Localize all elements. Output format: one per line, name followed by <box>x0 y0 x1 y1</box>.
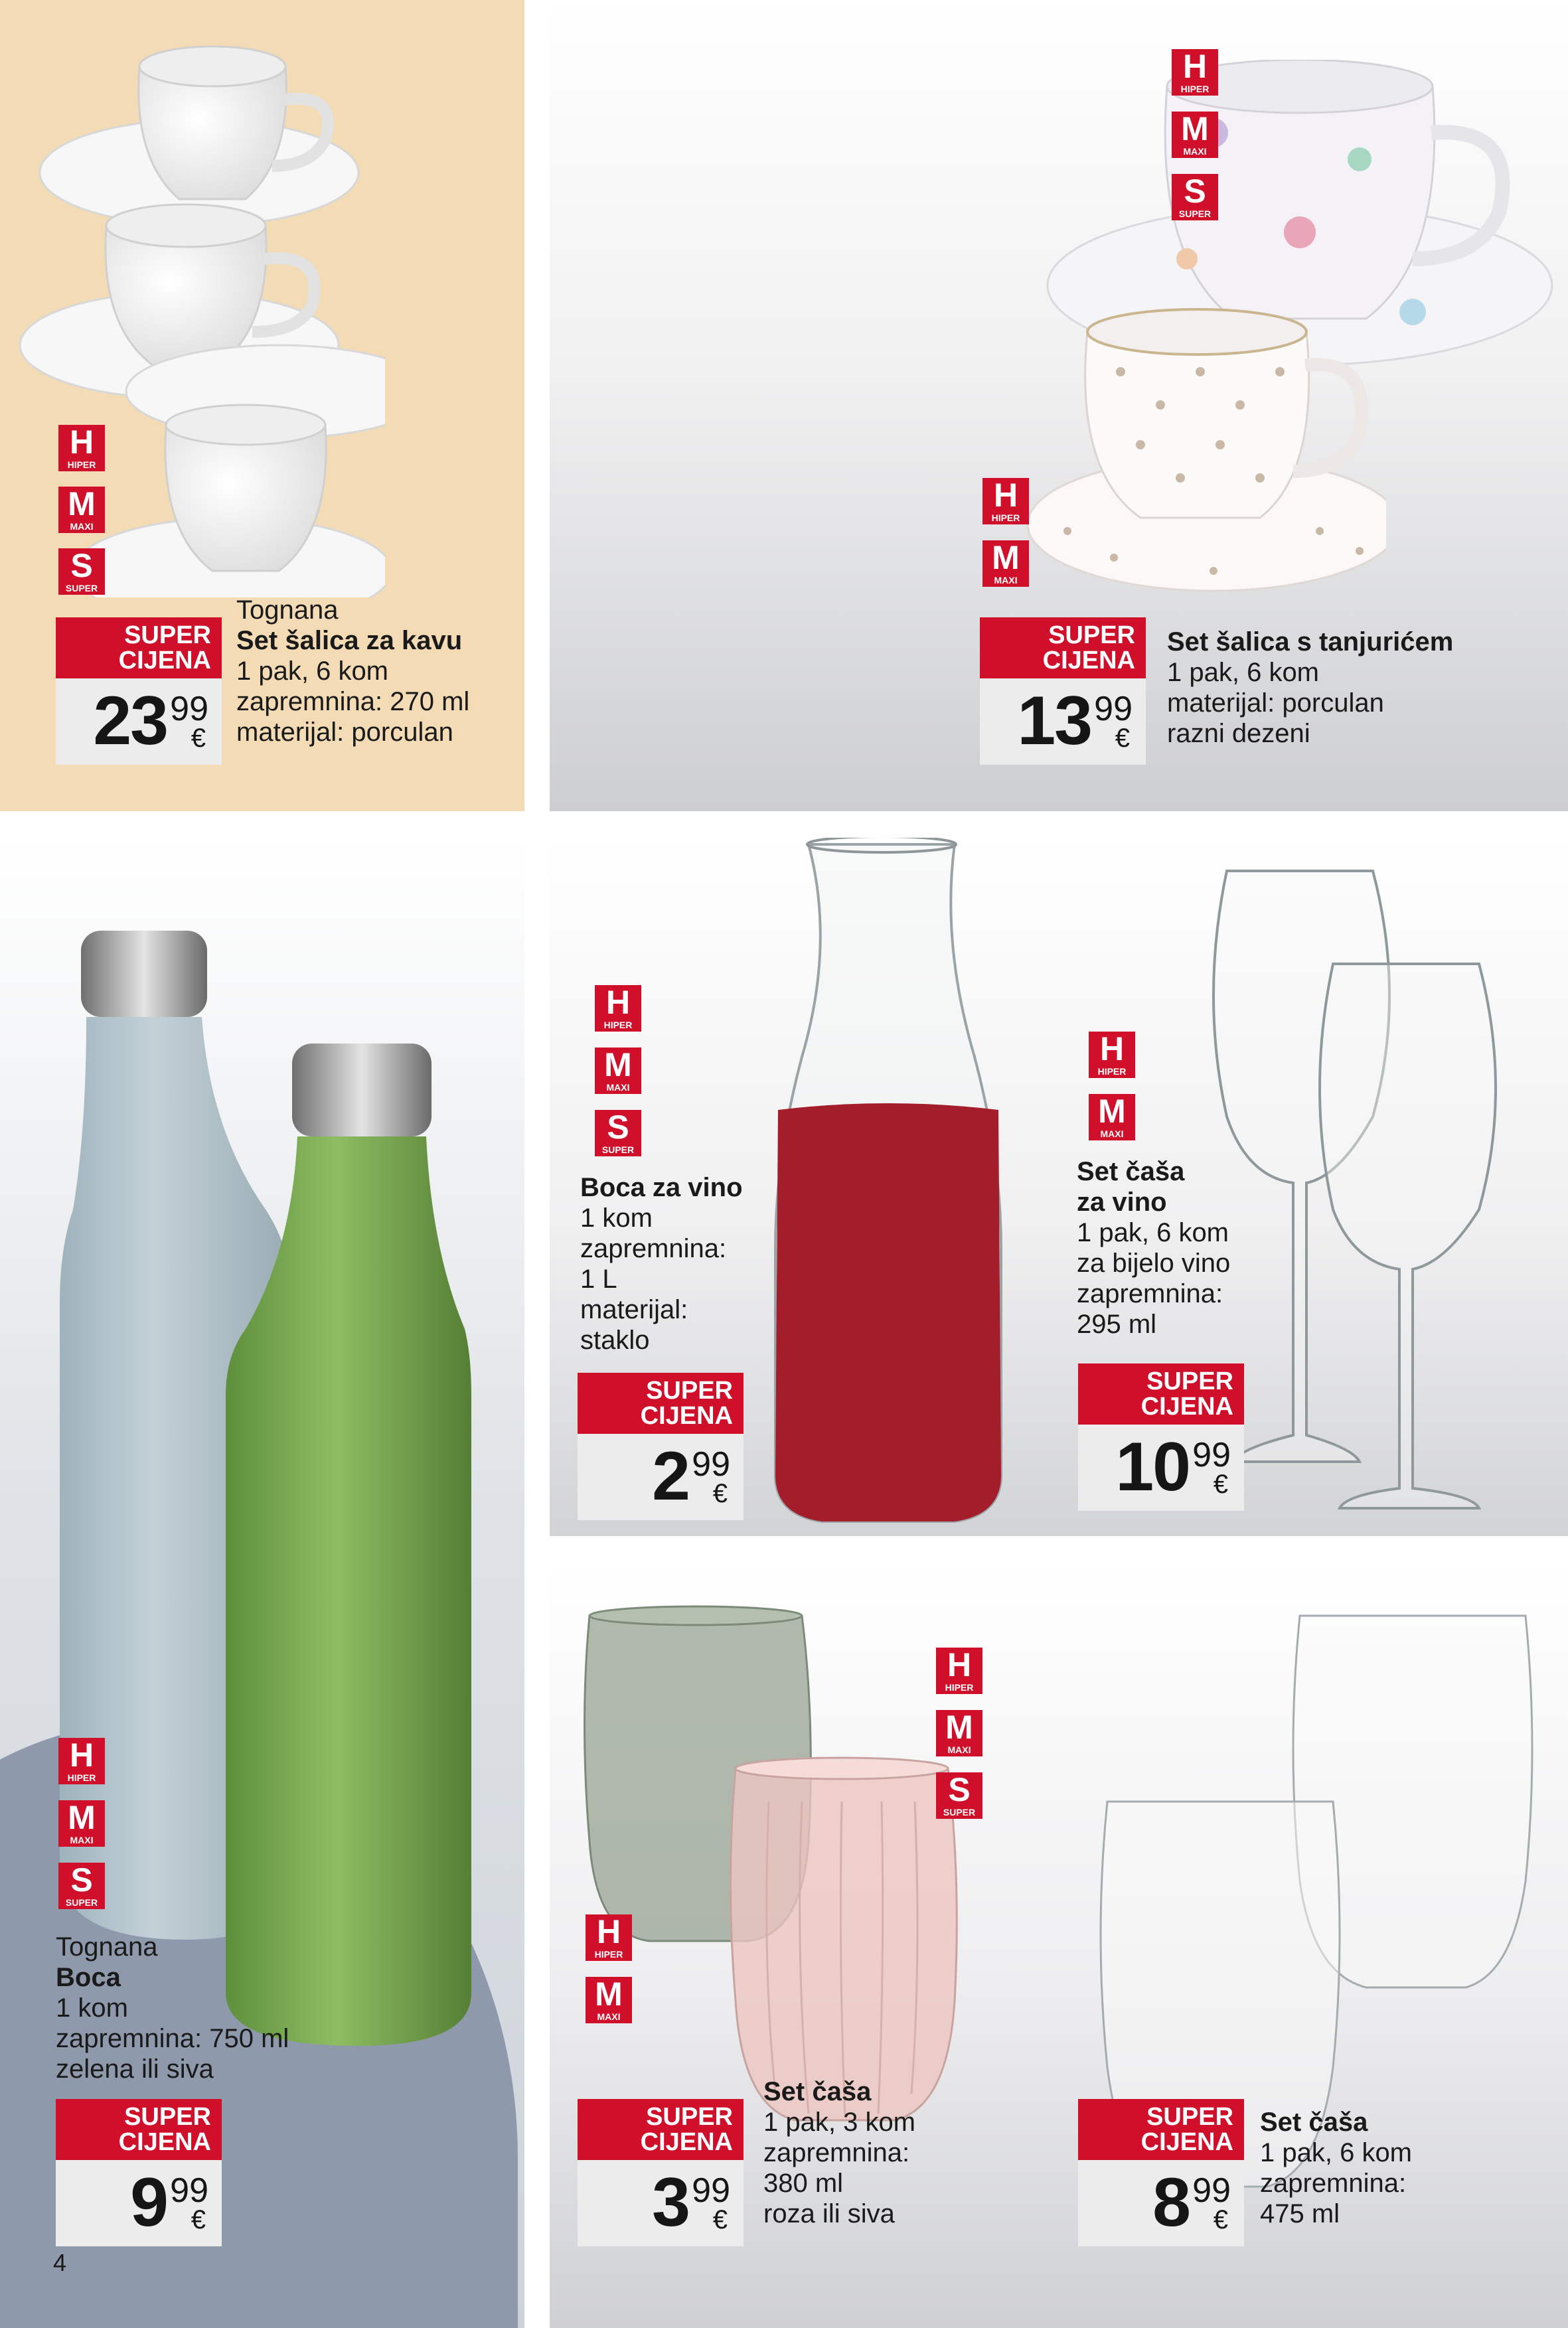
store-badge-hiper: H HIPER <box>595 985 641 1032</box>
product-detail: razni dezeni <box>1167 719 1310 748</box>
super-label: SUPER <box>1048 621 1135 649</box>
bottles-illustration <box>46 931 471 2046</box>
price-integer: 13 <box>1017 682 1091 759</box>
price-integer: 8 <box>1152 2164 1190 2241</box>
currency-symbol: € <box>1213 1470 1228 1499</box>
super-cijena-price-tag <box>578 2099 744 2246</box>
coffee-cups-illustration-2 <box>13 199 385 597</box>
price-integer: 9 <box>130 2164 167 2241</box>
product-detail: 1 kom <box>56 1993 128 2023</box>
currency-symbol: € <box>191 724 206 753</box>
store-badge-maxi: M MAXI <box>1089 1094 1135 1140</box>
store-badge-hiper: H HIPER <box>1089 1032 1135 1078</box>
product-detail: 1 L <box>580 1265 617 1294</box>
product-detail: 1 pak, 6 kom <box>1167 658 1320 687</box>
product-brand: Tognana <box>56 1932 158 1962</box>
super-label: SUPER <box>1146 1367 1233 1395</box>
store-badge-super: S SUPER <box>1172 174 1218 220</box>
store-badge-maxi: M MAXI <box>982 540 1029 587</box>
super-cijena-price-tag <box>1078 1363 1244 1511</box>
store-badge-hiper: H HIPER <box>982 478 1029 524</box>
price-decimal: 99 <box>1192 2171 1231 2210</box>
super-label: SUPER <box>124 621 211 649</box>
product-detail: zapremnina: 270 ml <box>236 687 470 716</box>
product-detail: 1 pak, 6 kom <box>236 657 389 686</box>
product-detail: 380 ml <box>763 2169 844 2198</box>
product-description <box>236 595 469 747</box>
super-cijena-price-tag <box>578 1373 744 1520</box>
product-detail: zapremnina: <box>1077 1279 1223 1308</box>
product-detail: roza ili siva <box>763 2199 895 2228</box>
currency-symbol: € <box>1115 724 1130 753</box>
carafe-illustration <box>762 838 1014 1528</box>
polka-cup-illustration <box>1014 305 1386 611</box>
cijena-label: CIJENA <box>118 2128 211 2156</box>
currency-symbol: € <box>712 1479 728 1508</box>
product-detail: 1 pak, 6 kom <box>1260 2138 1413 2167</box>
price-decimal: 99 <box>1192 1436 1231 1474</box>
product-detail: zapremnina: <box>1260 2169 1407 2198</box>
price-integer: 10 <box>1115 1429 1190 1506</box>
store-badge-hiper: H HIPER <box>1172 49 1218 96</box>
store-badge-hiper: H HIPER <box>586 1914 632 1961</box>
panel-bottles <box>0 838 524 2328</box>
super-cijena-price-tag <box>980 617 1146 765</box>
product-detail: 1 pak, 3 kom <box>763 2108 916 2137</box>
product-detail: 475 ml <box>1260 2199 1340 2228</box>
panel-wine <box>550 838 1568 1536</box>
product-name: Set šalica za kavu <box>236 626 463 655</box>
price-decimal: 99 <box>170 2171 208 2210</box>
product-name: Boca <box>56 1963 121 1992</box>
super-cijena-price-tag <box>56 617 222 765</box>
product-detail: zapremnina: <box>580 1234 727 1263</box>
store-badge-super: S SUPER <box>58 1863 105 1909</box>
store-badge-hiper: H HIPER <box>58 425 105 471</box>
product-name: Set čaša <box>1077 1157 1185 1186</box>
price-decimal: 99 <box>170 690 208 728</box>
store-badge-maxi: M MAXI <box>595 1048 641 1094</box>
product-detail: materijal: porculan <box>236 718 453 747</box>
store-badge-maxi: M MAXI <box>58 487 105 533</box>
super-cijena-price-tag <box>1078 2099 1244 2246</box>
store-badge-super: S SUPER <box>58 548 105 595</box>
store-badge-super: S SUPER <box>595 1110 641 1156</box>
currency-symbol: € <box>191 2205 206 2234</box>
store-badge-maxi: M MAXI <box>1172 112 1218 158</box>
product-detail: materijal: <box>580 1295 688 1324</box>
product-detail: materijal: porculan <box>1167 688 1384 718</box>
store-badge-maxi: M MAXI <box>586 1977 632 2023</box>
cijena-label: CIJENA <box>118 647 211 674</box>
store-badge-maxi: M MAXI <box>936 1710 982 1756</box>
price-integer: 23 <box>93 682 167 759</box>
product-description <box>56 1932 289 2084</box>
super-label: SUPER <box>646 1377 733 1405</box>
panel-tumblers <box>550 1563 1568 2328</box>
product-detail: 1 pak, 6 kom <box>1077 1218 1229 1247</box>
wine-glasses-illustration <box>1207 864 1552 1515</box>
product-description <box>1077 1156 1230 1340</box>
product-detail: 295 ml <box>1077 1310 1157 1339</box>
product-description <box>1167 627 1453 749</box>
cijena-label: CIJENA <box>1140 2128 1233 2156</box>
product-name: Set čaša <box>763 2077 872 2106</box>
price-integer: 2 <box>652 1438 689 1515</box>
super-label: SUPER <box>646 2103 733 2131</box>
product-detail: 1 kom <box>580 1203 653 1233</box>
price-decimal: 99 <box>692 2171 730 2210</box>
product-name: Set čaša <box>1260 2108 1368 2137</box>
super-cijena-price-tag <box>56 2099 222 2246</box>
price-decimal: 99 <box>1094 690 1133 728</box>
store-badge-hiper: H HIPER <box>936 1648 982 1694</box>
product-name: Boca za vino <box>580 1173 743 1202</box>
cijena-label: CIJENA <box>1140 1393 1233 1421</box>
panel-coffee-cups <box>0 0 524 811</box>
panel-cup-saucer <box>550 0 1568 811</box>
store-badge-maxi: M MAXI <box>58 1800 105 1847</box>
product-detail: zapremnina: 750 ml <box>56 2024 289 2053</box>
price-integer: 3 <box>652 2164 689 2241</box>
pink-tumbler <box>731 1758 957 2120</box>
page-number: 4 <box>53 2249 67 2276</box>
super-label: SUPER <box>124 2103 211 2131</box>
product-detail: za bijelo vino <box>1077 1249 1231 1278</box>
currency-symbol: € <box>712 2205 728 2234</box>
product-detail: staklo <box>580 1326 650 1355</box>
product-description <box>1260 2107 1412 2229</box>
store-badge-hiper: H HIPER <box>58 1738 105 1784</box>
product-description <box>763 2076 915 2229</box>
product-detail: zapremnina: <box>763 2138 910 2167</box>
store-badge-super: S SUPER <box>936 1772 982 1819</box>
price-decimal: 99 <box>692 1445 730 1484</box>
product-name: Set šalica s tanjurićem <box>1167 627 1454 657</box>
product-brand: Tognana <box>236 595 339 625</box>
product-description <box>580 1172 743 1356</box>
product-detail: zelena ili siva <box>56 2055 214 2084</box>
cijena-label: CIJENA <box>640 1402 733 1430</box>
currency-symbol: € <box>1213 2205 1228 2234</box>
cijena-label: CIJENA <box>1042 647 1135 674</box>
cijena-label: CIJENA <box>640 2128 733 2156</box>
green-bottle <box>226 1044 471 2046</box>
product-name: za vino <box>1077 1188 1167 1217</box>
super-label: SUPER <box>1146 2103 1233 2131</box>
